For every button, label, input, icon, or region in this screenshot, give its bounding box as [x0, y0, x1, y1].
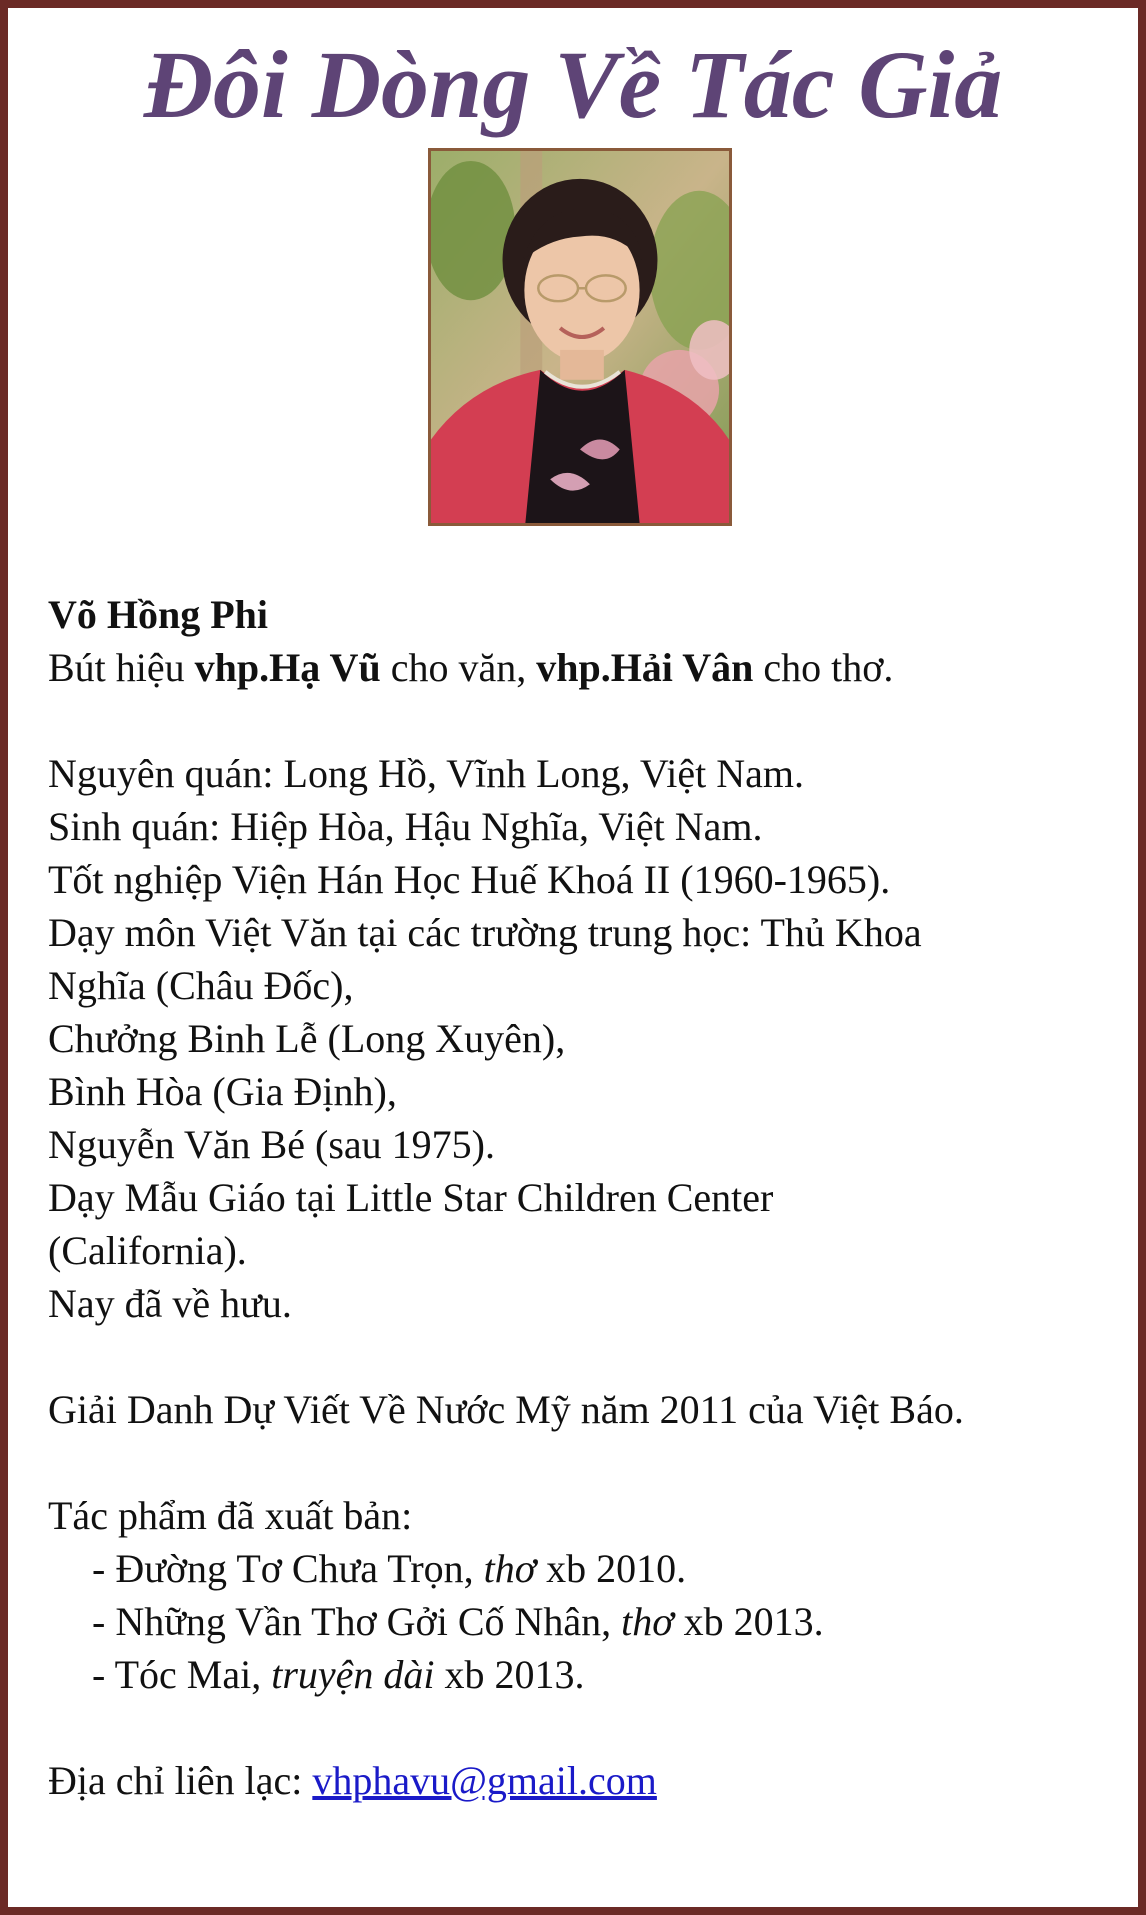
bio-line: Bình Hòa (Gia Định),: [48, 1069, 397, 1114]
bio-line: Nguyễn Văn Bé (sau 1975).: [48, 1122, 495, 1167]
page-title: Đôi Dòng Về Tác Giả: [143, 31, 1003, 138]
author-portrait-icon: [428, 148, 732, 526]
pen-names: Bút hiệu vhp.Hạ Vũ cho văn, vhp.Hải Vân cho thơ.: [48, 645, 894, 690]
bio-line: Sinh quán: Hiệp Hòa, Hậu Nghĩa, Việt Nam.: [48, 804, 763, 849]
bio-line: Dạy môn Việt Văn tại các trường trung học: Thủ Khoa: [48, 910, 922, 955]
award: Giải Danh Dự Viết Về Nước Mỹ năm 2011 của Việt Báo.: [48, 1387, 964, 1432]
contact-label: Địa chỉ liên lạc:: [48, 1758, 313, 1803]
bio-line: Nay đã về hưu.: [48, 1281, 292, 1326]
publications-heading: Tác phẩm đã xuất bản:: [48, 1493, 413, 1538]
bio-line: (California).: [48, 1228, 247, 1273]
bio-line: Chưởng Binh Lễ (Long Xuyên),: [48, 1016, 566, 1061]
publication-item: - Tóc Mai, truyện dài xb 2013.: [92, 1652, 585, 1697]
publication-item: - Đường Tơ Chưa Trọn, thơ xb 2010.: [92, 1546, 687, 1591]
publication-item: - Những Vần Thơ Gởi Cố Nhân, thơ xb 2013.: [92, 1599, 824, 1644]
email-link[interactable]: vhphavu@gmail.com: [312, 1758, 657, 1803]
bio-line: Dạy Mẫu Giáo tại Little Star Children Center: [48, 1175, 774, 1220]
bio-line: Nghĩa (Châu Đốc),: [48, 963, 354, 1008]
author-bio: [48, 588, 1128, 1807]
bio-line: Nguyên quán: Long Hồ, Vĩnh Long, Việt Nam.: [48, 751, 805, 796]
author-name: Võ Hồng Phi: [48, 592, 269, 637]
contact-line: [48, 1754, 1128, 1807]
bio-line: Tốt nghiệp Viện Hán Học Huế Khoá II (1960-1965).: [48, 857, 891, 902]
